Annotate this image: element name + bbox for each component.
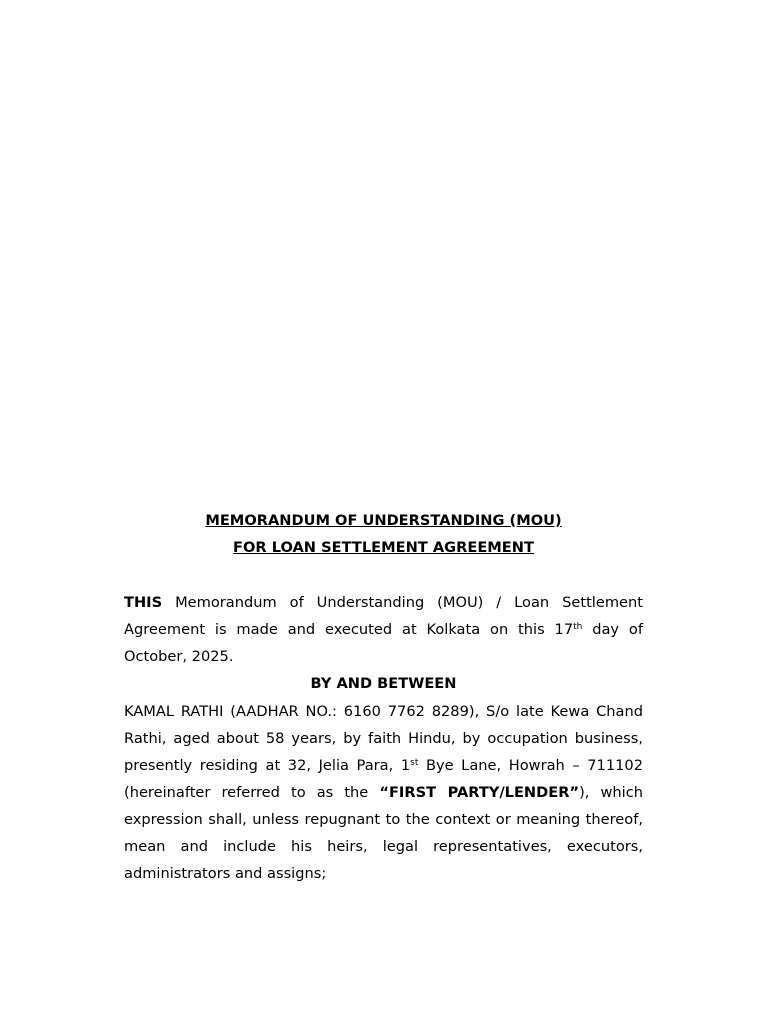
first-party-paragraph [124,698,643,888]
first-party-text-cont: Bye Lane, Howrah – 711102 (hereinafter referred to as the [124,756,643,801]
intro-lead-bold: THIS [124,594,163,612]
first-party-lane-suffix: st [410,757,419,768]
first-party-text: KAMAL RATHI (AADHAR NO.: 6160 7762 8289), S/o late Kewa Chand Rathi, aged about 58 years, by faith Hindu, by occupation business, presently residing at 32, Jelia Para, 1 [124,702,643,774]
first-party-label: “FIRST PARTY/LENDER” [379,783,580,801]
by-and-between-heading: BY AND BETWEEN [310,675,457,693]
document-title-line-2: FOR LOAN SETTLEMENT AGREEMENT [233,539,534,557]
first-party-text-end: ), which expression shall, unless repugnant to the context or meaning thereof, mean and include his heirs, legal representatives, executors, administrators and assigns; [124,783,643,883]
spacer [124,561,643,589]
intro-date-suffix: th [573,622,583,633]
intro-text-end: day of October, 2025. [124,621,643,666]
document-body [124,507,643,887]
document-title-line-1: MEMORANDUM OF UNDERSTANDING (MOU) [205,512,562,529]
intro-paragraph [124,589,643,670]
intro-text: Memorandum of Understanding (MOU) / Loan Settlement Agreement is made and executed at Kolkata on this 17 [124,594,643,639]
